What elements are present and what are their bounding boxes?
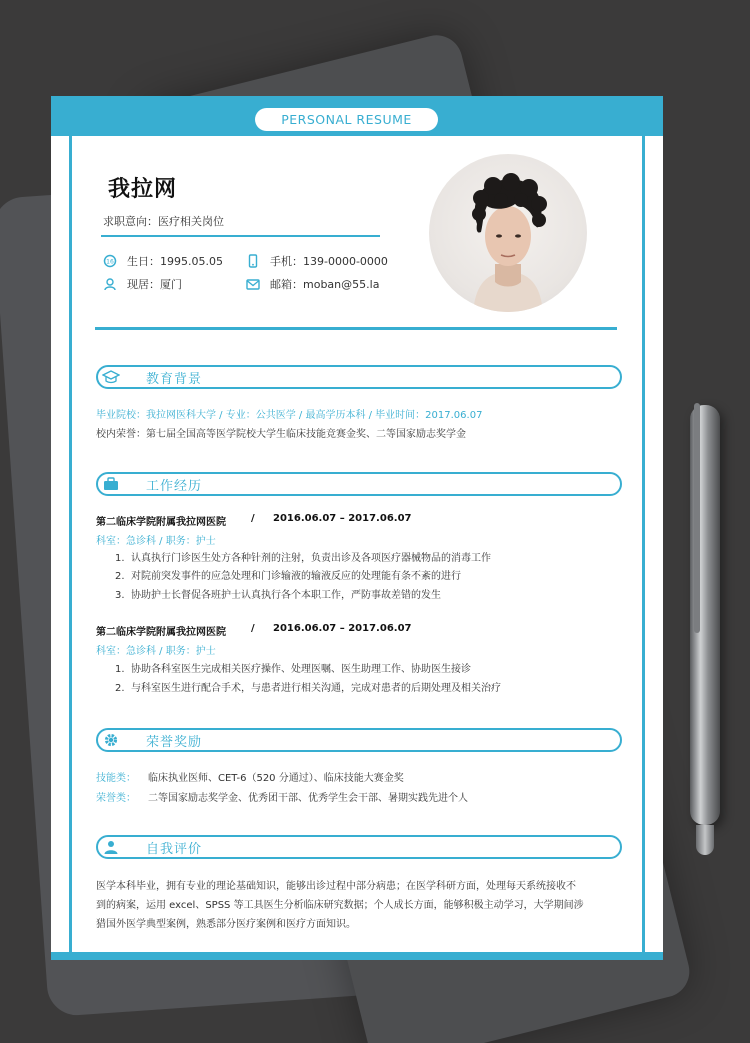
name-underline xyxy=(101,235,380,237)
work-1-separator: / xyxy=(251,513,255,524)
work-1-period: 2016.06.07 – 2017.06.07 xyxy=(273,513,412,524)
section-work-title: 工作经历 xyxy=(146,479,203,494)
user-icon xyxy=(96,835,126,859)
phone-info xyxy=(246,253,388,269)
work-2-item: 1. 协助各科室医生完成相关医疗操作、处理医嘱、医生助理工作、协助医生接诊 xyxy=(115,664,471,675)
job-intent: 求职意向：医疗相关岗位 xyxy=(103,215,224,228)
section-self-header xyxy=(96,835,622,859)
section-education-header xyxy=(96,365,622,389)
bottom-bar xyxy=(51,952,663,960)
candidate-name: 我拉网 xyxy=(108,177,178,202)
resume-paper xyxy=(51,96,663,960)
honors-skill-text: 临床执业医师、CET-6（520 分通过）、临床技能大赛金奖 xyxy=(148,773,404,784)
phone-icon xyxy=(246,254,260,268)
svg-text:16: 16 xyxy=(106,258,114,266)
self-text-line: 医学本科毕业，拥有专业的理论基础知识，能够出诊过程中部分病患；在医学科研方面，处理每天系统接收不 xyxy=(96,881,576,892)
top-bar xyxy=(51,96,663,136)
honors-skill-label: 技能类： xyxy=(96,773,136,784)
honors-award-row xyxy=(96,789,468,804)
self-text-line: 到的病案，运用 excel、SPSS 等工具医生分析临床研究数据；个人成长方面，能够积极主动学习，大学期间涉 xyxy=(96,900,584,911)
section-work-header xyxy=(96,472,622,496)
right-border-line xyxy=(642,136,645,952)
birth-text: 生日：1995.05.05 xyxy=(127,255,223,268)
work-1-item: 3. 协助护士长督促各班护士认真执行各个本职工作，严防事故差错的发生 xyxy=(115,590,441,601)
resume-title-pill: PERSONAL RESUME xyxy=(255,108,438,131)
section-honors-header xyxy=(96,728,622,752)
briefcase-icon xyxy=(96,472,126,496)
education-honors: 校内荣誉：第七届全国高等医学院校大学生临床技能竞赛金奖、二等国家励志奖学金 xyxy=(96,429,466,440)
mail-icon xyxy=(246,277,260,291)
phone-text: 手机：139-0000-0000 xyxy=(270,255,388,268)
email-text: 邮箱：moban@55.la xyxy=(270,278,380,291)
calendar-icon xyxy=(103,254,117,268)
self-text-line: 猎国外医学典型案例，熟悉部分医疗案例和医疗方面知识。 xyxy=(96,919,356,930)
profile-photo xyxy=(429,154,587,312)
honors-award-label: 荣誉类： xyxy=(96,793,136,804)
pen-tip xyxy=(696,825,714,855)
section-honors-title: 荣誉奖励 xyxy=(146,735,203,750)
work-1-item: 2. 对院前突发事件的应急处理和门诊输液的输液反应的处理能有条不紊的进行 xyxy=(115,571,461,582)
section-education-title: 教育背景 xyxy=(146,372,203,387)
honors-skill-row xyxy=(96,769,404,784)
graduation-cap-icon xyxy=(96,365,126,389)
education-summary: 毕业院校：我拉网医科大学 / 专业：公共医学 / 最高学历本科 / 毕业时间：2017.06.07 xyxy=(96,410,483,421)
person-icon xyxy=(103,277,117,291)
section-self-title: 自我评价 xyxy=(146,842,203,857)
home-text: 现居：厦门 xyxy=(127,278,182,291)
left-border-line xyxy=(69,136,72,952)
work-1-role: 科室：急诊科 / 职务：护士 xyxy=(96,536,216,547)
work-2-role: 科室：急诊科 / 职务：护士 xyxy=(96,646,216,657)
work-1-item: 1. 认真执行门诊医生处方各种针剂的注射，负责出诊及各项医疗器械物品的消毒工作 xyxy=(115,553,491,564)
work-2-period: 2016.06.07 – 2017.06.07 xyxy=(273,623,412,634)
birth-info xyxy=(103,253,223,269)
work-2-item: 2. 与科室医生进行配合手术，与患者进行相关沟通，完成对患者的后期处理及相关治疗 xyxy=(115,683,501,694)
work-2-separator: / xyxy=(251,623,255,634)
work-2-company: 第二临床学院附属我拉网医院 xyxy=(96,627,226,638)
header-divider xyxy=(95,327,617,330)
work-1-company: 第二临床学院附属我拉网医院 xyxy=(96,517,226,528)
email-info xyxy=(246,276,379,292)
honors-award-text: 二等国家励志奖学金、优秀团干部、优秀学生会干部、暑期实践先进个人 xyxy=(148,793,468,804)
pen xyxy=(690,405,720,825)
gear-icon xyxy=(96,728,126,752)
home-info xyxy=(103,276,182,292)
